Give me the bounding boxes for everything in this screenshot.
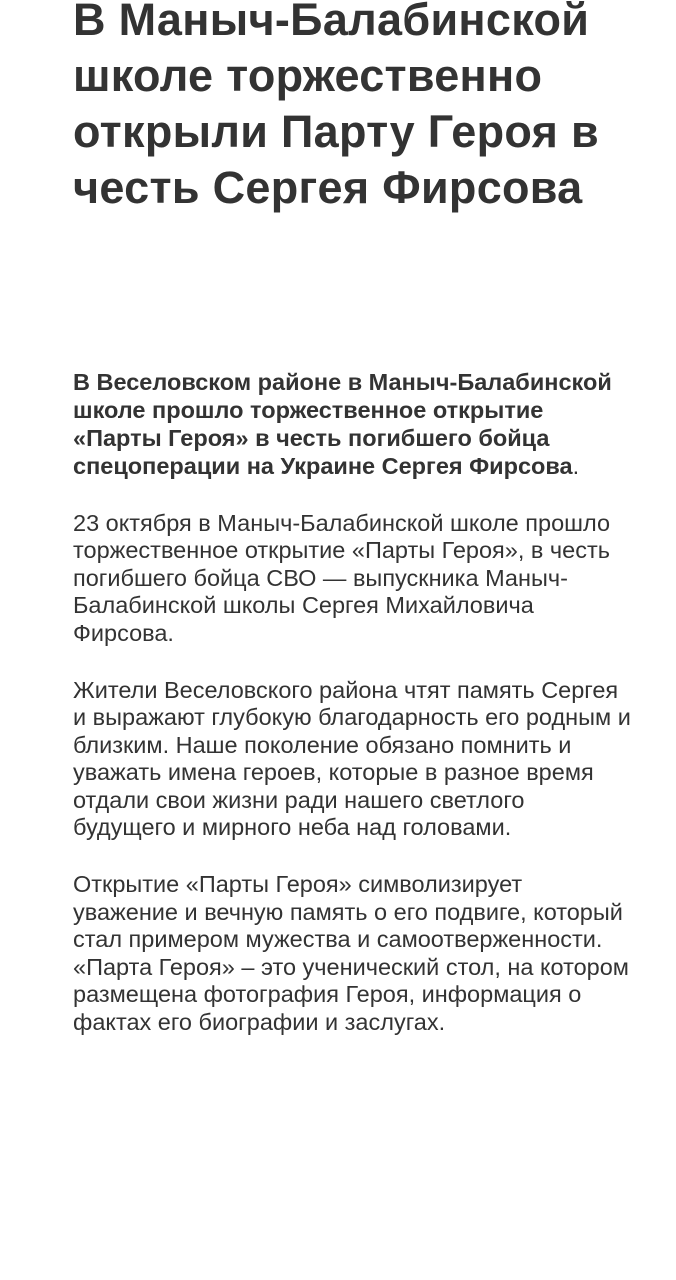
article-lead-bold: В Веселовском районе в Маныч-Балабинской школе прошло торжественное открытие «Парты Героя» в честь погибшего бойца спецоперации на Украине Сергея Фирсова	[73, 369, 612, 479]
article-paragraph: 23 октября в Маныч-Балабинской школе прошло торжественное открытие «Парты Героя», в честь погибшего бойца СВО — выпускника Маныч-Балабинской школы Сергея Михайловича Фирсова.	[73, 510, 611, 646]
article-lead-end: .	[572, 453, 580, 479]
article-paragraph: Жители Веселовского района чтят память Сергея и выражают глубокую благодарность его родным и близким. Наше поколение обязано помнить и уважать имена героев, которые в разное время отдали свои жизни ради нашего светлого будущего и мирного неба над головами.	[73, 677, 631, 841]
article-title: В Маныч-Балабинской школе торжественно открыли Парту Героя в честь Сергея Фирсова	[73, 0, 599, 213]
article-lead	[73, 368, 633, 480]
news-article	[73, 0, 633, 1036]
article-paragraph: Открытие «Парты Героя» символизирует уважение и вечную память о его подвиге, который стал примером мужества и самоотверженности. «Парта Героя» – это ученический стол, на котором размещена фотография Героя, информация о фактах его биографии и заслугах.	[73, 871, 629, 1035]
